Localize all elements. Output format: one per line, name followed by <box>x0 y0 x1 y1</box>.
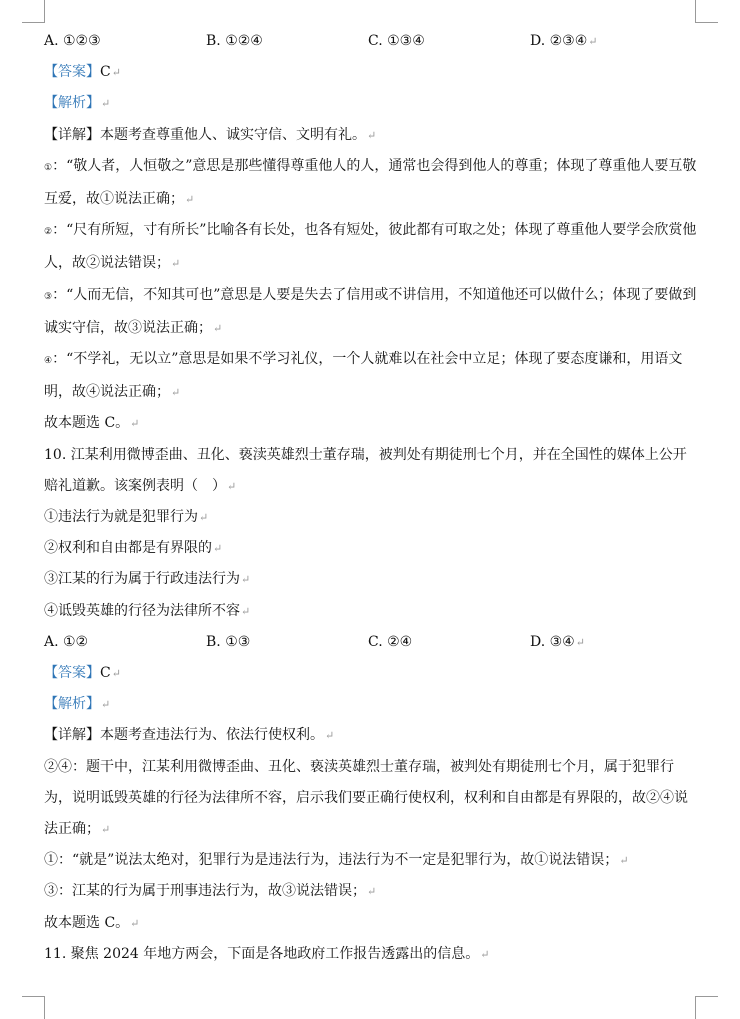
crop-mark-bottom-left <box>22 996 45 1019</box>
document-body <box>44 26 700 970</box>
q9-option-c: C. ①③④ <box>368 33 425 49</box>
q10-option-c: C. ②④ <box>368 633 413 650</box>
q10-option-d: D. ③④↵ <box>530 633 585 650</box>
q10-stem: 10. 江某利用微博歪曲、丑化、亵渎英雄烈士董存瑞，被判处有期徒刑七个月，并在全国性的媒体上公开赔礼道歉。该案例表明（ ）↵ <box>44 446 687 494</box>
crop-mark-top-left <box>22 0 45 23</box>
q10-options <box>44 627 700 658</box>
q9-options <box>44 26 700 57</box>
q10-explain-3: ③：江某的行为属于刑事违法行为，故③说法错误；↵ <box>44 883 377 900</box>
q10-option-b: B. ①③ <box>206 633 251 650</box>
q9-answer: 【答案】C↵ <box>44 64 121 81</box>
q9-detail: 【详解】本题考查尊重他人、诚实守信、文明有礼。↵ <box>44 126 377 143</box>
q9-explain-1: ①：“敬人者，人恒敬之”意思是那些懂得尊重他人的人，通常也会得到他人的尊重；体现了尊重他人要互敬互爱，故①说法正确；↵ <box>44 157 697 207</box>
q10-analysis: 【解析】↵ <box>44 696 111 713</box>
q10-answer: 【答案】C↵ <box>44 665 121 682</box>
q10-statement-1: ①违法行为就是犯罪行为↵ <box>44 509 209 526</box>
q9-analysis: 【解析】↵ <box>44 95 111 112</box>
crop-mark-bottom-right <box>695 996 718 1019</box>
q10-statement-4: ④诋毁英雄的行径为法律所不容↵ <box>44 602 251 619</box>
q10-detail: 【详解】本题考查违法行为、依法行使权利。↵ <box>44 727 335 744</box>
q10-explain-2: ①：“就是”说法太绝对，犯罪行为是违法行为，违法行为不一定是犯罪行为，故①说法错误；↵ <box>44 852 629 869</box>
q10-explain-1: ②④：题干中，江某利用微博歪曲、丑化、亵渎英雄烈士董存瑞，被判处有期徒刑七个月，属于犯罪行为，说明诋毁英雄的行径为法律所不容，启示我们要正确行使权利，权利和自由都是有界限的，故②④说法正确；↵ <box>44 758 688 838</box>
q9-explain-4: ④：“不学礼，无以立”意思是如果不学习礼仪，一个人就难以在社会中立足；体现了要态度谦和，用语文明，故④说法正确；↵ <box>44 351 683 401</box>
crop-mark-top-right <box>695 0 718 23</box>
q10-statement-3: ③江某的行为属于行政违法行为↵ <box>44 571 251 588</box>
q11-stem: 11. 聚焦 2024 年地方两会，下面是各地政府工作报告透露出的信息。↵ <box>44 945 490 962</box>
q9-option-b: B. ①②④ <box>206 33 263 49</box>
q9-explain-3: ③：“人而无信，不知其可也”意思是人要是失去了信用或不讲信用，不知道他还可以做什么；体现了要做到诚实守信，故③说法正确；↵ <box>44 286 697 336</box>
q10-conclusion: 故本题选 C。↵ <box>44 914 140 931</box>
q10-option-a: A. ①② <box>44 633 89 650</box>
q9-explain-2: ②：“尺有所短，寸有所长”比喻各有长处，也各有短处，彼此都有可取之处；体现了尊重他人要学会欣赏他人，故②说法错误；↵ <box>44 222 697 272</box>
q10-statement-2: ②权利和自由都是有界限的↵ <box>44 540 223 557</box>
q9-conclusion: 故本题选 C。↵ <box>44 415 140 432</box>
q9-option-a: A. ①②③ <box>44 33 101 49</box>
q9-option-d: D. ②③④↵ <box>530 33 598 49</box>
